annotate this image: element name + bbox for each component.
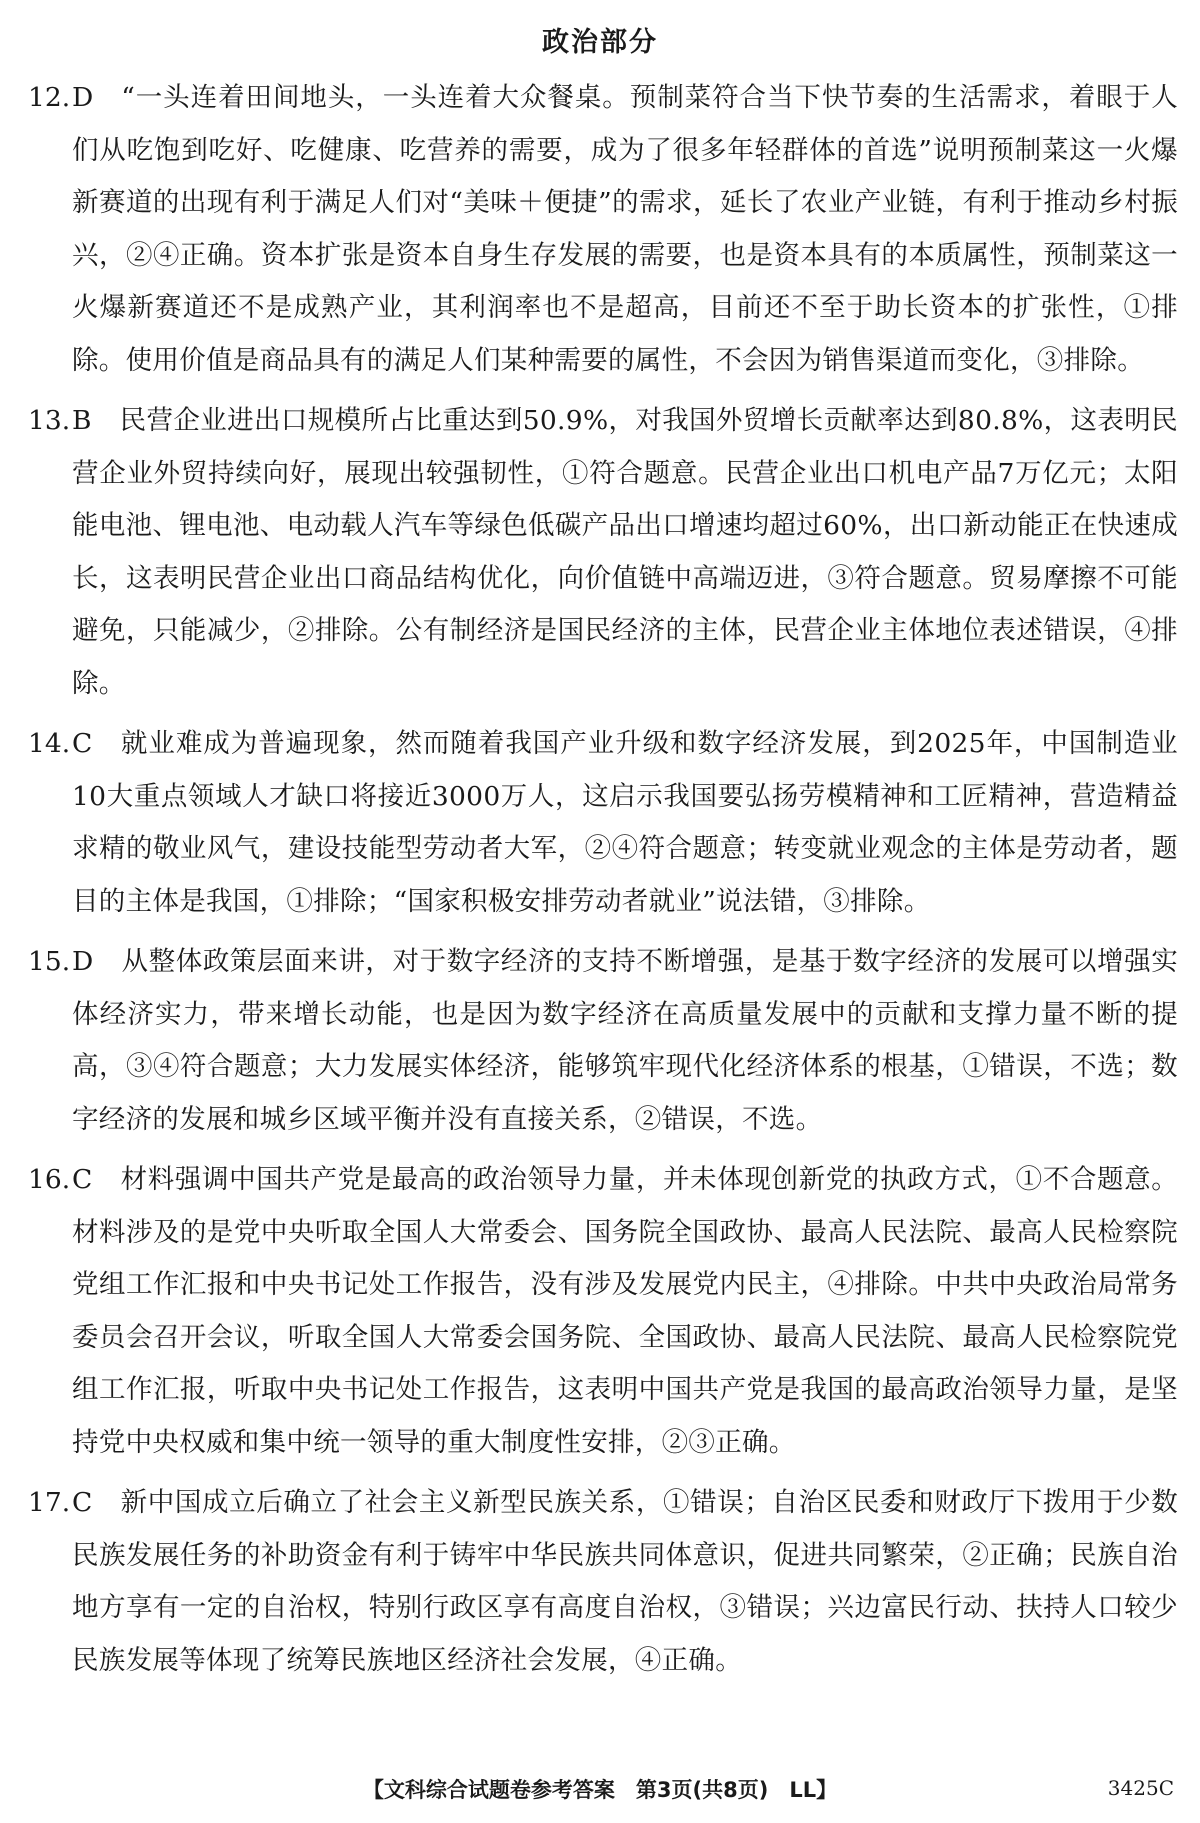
answer-letter: B	[72, 405, 92, 436]
explanation-text: 材料强调中国共产党是最高的政治领导力量，并未体现创新党的执政方式，①不合题意。材料涉及的是党中央听取全国人大常委会、国务院全国政协、最高人民法院、最高人民检察院党组工作汇报和中央书记处工作报告，没有涉及发展党内民主，④排除。中共中央政治局常务委员会召开会议，听取全国人大常委会国务院、全国政协、最高人民法院、最高人民检察院党组工作汇报，听取中央书记处工作报告，这表明中国共产党是我国的最高政治领导力量，是坚持党中央权威和集中统一领导的重大制度性安排，②③正确。	[72, 1164, 1178, 1458]
explanation-text: 就业难成为普遍现象，然而随着我国产业升级和数字经济发展，到2025年，中国制造业10大重点领域人才缺口将接近3000万人，这启示我国要弘扬劳模精神和工匠精神，营造精益求精的敬业风气，建设技能型劳动者大军，②④符合题意；转变就业观念的主体是劳动者，题目的主体是我国，①排除；“国家积极安排劳动者就业”说法错，③排除。	[72, 728, 1178, 917]
footer-label: 【文科综合试题卷参考答案 第3页(共8页) LL】	[362, 1778, 838, 1802]
question-14	[28, 718, 1178, 928]
question-number: 12.	[28, 82, 71, 113]
question-number: 16.	[28, 1164, 71, 1195]
question-17	[28, 1477, 1178, 1687]
question-number: 15.	[28, 946, 71, 977]
answer-letter: C	[72, 1487, 93, 1518]
question-15	[28, 936, 1178, 1146]
answer-letter: D	[72, 82, 94, 113]
explanation-text: 新中国成立后确立了社会主义新型民族关系，①错误；自治区民委和财政厅下拨用于少数民族发展任务的补助资金有利于铸牢中华民族共同体意识，促进共同繁荣，②正确；民族自治地方享有一定的自治权，特别行政区享有高度自治权，③错误；兴边富民行动、扶持人口较少民族发展等体现了统筹民族地区经济社会发展，④正确。	[72, 1487, 1178, 1676]
answer-letter: C	[72, 728, 93, 759]
answer-letter: D	[72, 946, 94, 977]
explanation-text: 民营企业进出口规模所占比重达到50.9%，对我国外贸增长贡献率达到80.8%，这表明民营企业外贸持续向好，展现出较强韧性，①符合题意。民营企业出口机电产品7万亿元；太阳能电池、锂电池、电动载人汽车等绿色低碳产品出口增速均超过60%，出口新动能正在快速成长，这表明民营企业出口商品结构优化，向价值链中高端迈进，③符合题意。贸易摩擦不可能避免，只能减少，②排除。公有制经济是国民经济的主体，民营企业主体地位表述错误，④排除。	[72, 405, 1178, 699]
paper-code: 3425C	[1107, 1776, 1174, 1800]
question-list	[28, 72, 1178, 1695]
explanation-text: “一头连着田间地头，一头连着大众餐桌。预制菜符合当下快节奏的生活需求，着眼于人们从吃饱到吃好、吃健康、吃营养的需要，成为了很多年轻群体的首选”说明预制菜这一火爆新赛道的出现有利于满足人们对“美味＋便捷”的需求，延长了农业产业链，有利于推动乡村振兴，②④正确。资本扩张是资本自身生存发展的需要，也是资本具有的本质属性，预制菜这一火爆新赛道还不是成熟产业，其利润率也不是超高，目前还不至于助长资本的扩张性，①排除。使用价值是商品具有的满足人们某种需要的属性，不会因为销售渠道而变化，③排除。	[72, 82, 1178, 376]
question-number: 13.	[28, 405, 71, 436]
question-number: 14.	[28, 728, 71, 759]
section-title: 政治部分	[542, 27, 658, 58]
question-13	[28, 395, 1178, 710]
question-16	[28, 1154, 1178, 1469]
answer-letter: C	[72, 1164, 93, 1195]
question-number: 17.	[28, 1487, 71, 1518]
explanation-text: 从整体政策层面来讲，对于数字经济的支持不断增强，是基于数字经济的发展可以增强实体经济实力，带来增长动能，也是因为数字经济在高质量发展中的贡献和支撑力量不断的提高，③④符合题意；大力发展实体经济，能够筑牢现代化经济体系的根基，①错误，不选；数字经济的发展和城乡区域平衡并没有直接关系，②错误，不选。	[72, 946, 1178, 1135]
page-footer	[0, 1774, 1200, 1810]
question-12	[28, 72, 1178, 387]
